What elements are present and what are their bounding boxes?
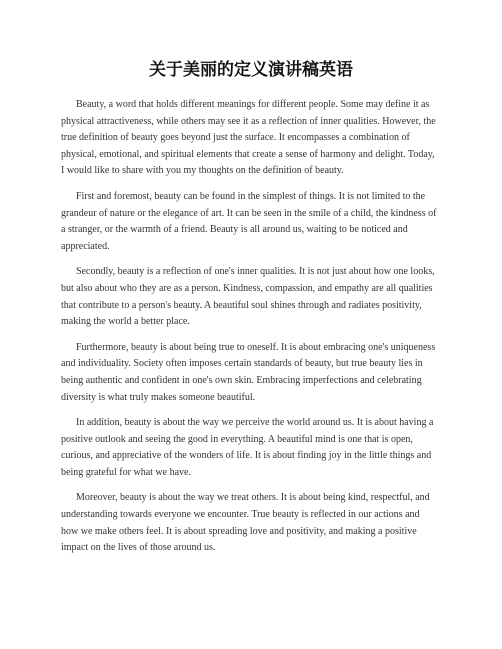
paragraph-6: Moreover, beauty is about the way we treat others. It is about being kind, respectful, and understanding towards everyone we encounter. True beauty is reflected in our actions and how we make others feel. It is about spreading love and positivity, and making a positive impact on the lives of those around us. bbox=[61, 492, 430, 554]
paragraph-2: First and foremost, beauty can be found in the simplest of things. It is not limited to the grandeur of nature or the elegance of art. It can be seen in the smile of a child, the kindness of a stranger, or the warmth of a friend. Beauty is all around us, waiting to be noticed and appreciated. bbox=[61, 190, 437, 252]
paragraph-5: In addition, beauty is about the way we perceive the world around us. It is about having a positive outlook and seeing the good in everything. A beautiful mind is one that is open, curious, and appreciative of the wonders of life. It is about finding joy in the little things and being grateful for what we have. bbox=[61, 417, 434, 478]
paragraph-1: Beauty, a word that holds different meanings for different people. Some may define it as physical attractiveness, while others may see it as a reflection of inner qualities. However, the true definition of beauty goes beyond just the surface. It encompasses a combination of physical, emotional, and spiritual elements that create a sense of harmony and delight. Today, I would like to share with you my thoughts on the definition of beauty. bbox=[61, 99, 436, 177]
document-title: 关于美丽的定义演讲稿英语 bbox=[149, 60, 353, 80]
paragraph-4: Furthermore, beauty is about being true to oneself. It is about embracing one's uniqueness and individuality. Society often imposes certain standards of beauty, but true beauty lies in being authentic and confident in one's own skin. Embracing imperfections and celebrating diversity is what truly makes someone beautiful. bbox=[61, 341, 436, 403]
paragraph-3: Secondly, beauty is a reflection of one's inner qualities. It is not just about how one looks, but also about who they are as a person. Kindness, compassion, and empathy are all qualities that contribute to a person's beauty. A beautiful soul shines through and radiates positivity, making the world a better place. bbox=[61, 266, 435, 328]
document-body bbox=[61, 97, 437, 566]
